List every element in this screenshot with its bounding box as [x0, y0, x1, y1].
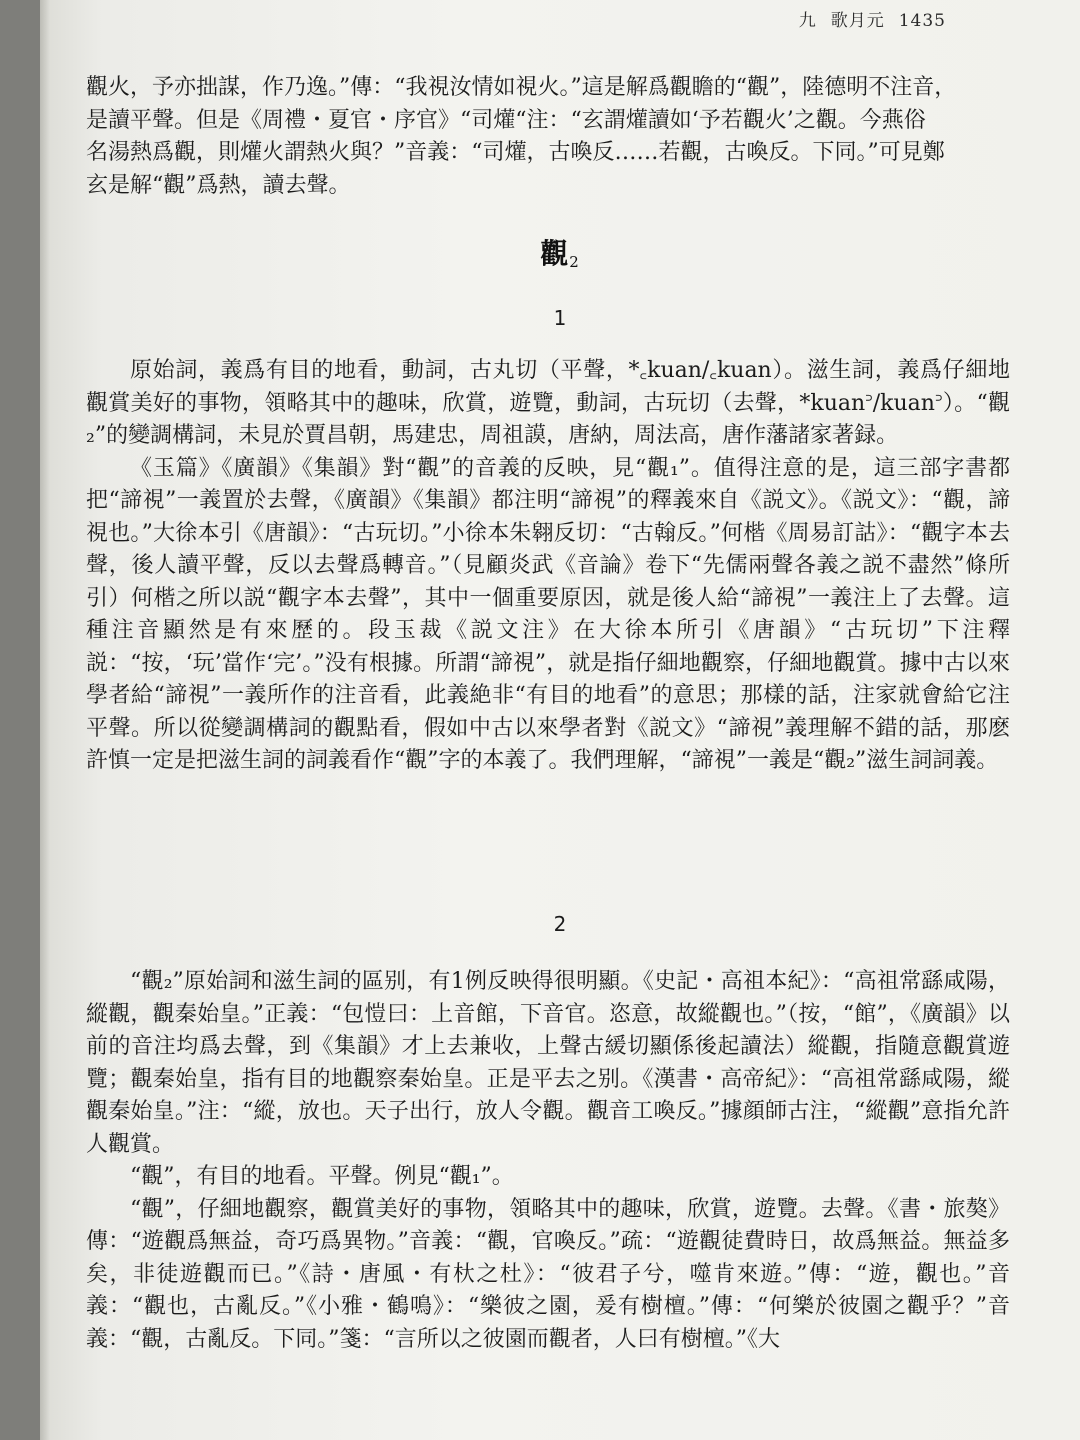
- entry-heading-subscript: 2: [569, 253, 580, 271]
- text-line: 玄是解“觀”爲熱，讀去聲。: [86, 172, 351, 198]
- text-line: 名湯熱爲觀，則爟火謂熱火與？”音義：“司爟，古喚反……若觀，古喚反。下同。”可見鄭: [86, 140, 945, 165]
- chapter-title: 歌月元: [830, 11, 885, 31]
- page-number: 1435: [898, 11, 946, 31]
- text-line: 是讀平聲。但是《周禮・夏官・序官》“司爟“注：“玄謂爟讀如‘予若觀火’之觀。今燕俗: [86, 107, 926, 133]
- paragraph: 《玉篇》《廣韻》《集韻》對“觀”的音義的反映，見“觀₁”。值得注意的是，這三部字書都把“諦視”一義置於去聲，《廣韻》《集韻》都注明“諦視”的釋義來自《説文》。《説文》：“觀，諦視也。”大徐本引《唐韻》：“古玩切。”小徐本朱翱反切：“古翰反。”何楷《周易訂詁》：“觀字本去聲，後人讀平聲，反以去聲爲轉音。”（見顧炎武《音論》卷下“先儒兩聲各義之説不盡然”條所引）何楷之所以説“觀字本去聲”，其中一個重要原因，就是後人給“諦視”一義注上了去聲。這種注音顯然是有來歷的。段玉裁《説文注》在大徐本所引《唐韻》“古玩切”下注釋説：“按，‘玩’當作‘完’。”没有根據。所謂“諦視”，就是指仔細地觀察，仔細地觀賞。據中古以來學者給“諦視”一義所作的注音看，此義絶非“有目的地看”的意思；那樣的話，注家就會給它注平聲。所以從變調構詞的觀點看，假如中古以來學者對《説文》“諦視”義理解不錯的話，那麽許慎一定是把滋生詞的詞義看作“觀”字的本義了。我們理解，“諦視”一義是“觀₂”滋生詞詞義。: [86, 455, 1010, 773]
- paragraph: “觀”，仔細地觀察，觀賞美好的事物，領略其中的趣味，欣賞，遊覽。去聲。《書・旅獒》傳：“遊觀爲無益，奇巧爲異物。”音義：“觀，官喚反。”疏：“遊觀徒費時日，故爲無益。無益多矣，非徒遊觀而已。”《詩・唐風・有杕之杜》：“彼君子兮，噬肯來遊。”傳：“遊，觀也。”音義：“觀也，古亂反。”《小雅・鶴鳴》：“樂彼之園，爰有樹檀。”傳：“何樂於彼園之觀乎？”音義：“觀，古亂反。下同。”箋：“言所以之彼園而觀者，人曰有樹檀。”《大: [86, 1196, 1010, 1352]
- section-1-body: [86, 355, 1010, 778]
- paragraph: 原始詞，義爲有目的地看，動詞，古丸切（平聲，*꜀kuan/꜀kuan）。滋生詞，義爲仔細地觀賞美好的事物，領略其中的趣味，欣賞，遊覽，動詞，古玩切（去聲，*kuan꜄/kuan꜄）。“觀₂”的變調構詞，未見於賈昌朝，馬建忠，周祖謨，唐納，周法高，唐作藩諸家著録。: [86, 358, 1010, 448]
- paragraph: “觀₂”原始詞和滋生詞的區别，有1例反映得很明顯。《史記・高祖本紀》：“高祖常繇咸陽，縱觀，觀秦始皇。”正義：“包愷曰：上音館，下音官。恣意，故縱觀也。”（按，“館”，《廣韻》以前的音注均爲去聲，到《集韻》才上去兼收，上聲古緩切顯係後起讀法）縱觀，指隨意觀賞遊覽；觀秦始皇，指有目的地觀察秦始皇。正是平去之别。《漢書・高帝紀》：“高祖常繇咸陽，縱觀秦始皇。”注：“縱，放也。天子出行，放人令觀。觀音工喚反。”據顔師古注，“縱觀”意指允許人觀賞。: [86, 969, 1010, 1157]
- entry-heading-char: 觀: [540, 237, 570, 270]
- chapter-number: 九: [798, 11, 817, 31]
- paragraph: “觀”，有目的地看。平聲。例見“觀₁”。: [130, 1164, 514, 1189]
- running-header: [799, 6, 946, 31]
- continued-text: [86, 72, 1010, 202]
- section-2-body: [86, 966, 1010, 1356]
- book-page: [40, 0, 1080, 1440]
- entry-heading: [40, 232, 1080, 272]
- section-number-1: 1: [553, 306, 567, 330]
- section-number-2: 2: [553, 912, 567, 936]
- text-line: 觀火，予亦拙謀，作乃逸。”傳：“我視汝情如視火。”這是解爲觀瞻的“觀”，陸德明不注音，: [86, 75, 957, 100]
